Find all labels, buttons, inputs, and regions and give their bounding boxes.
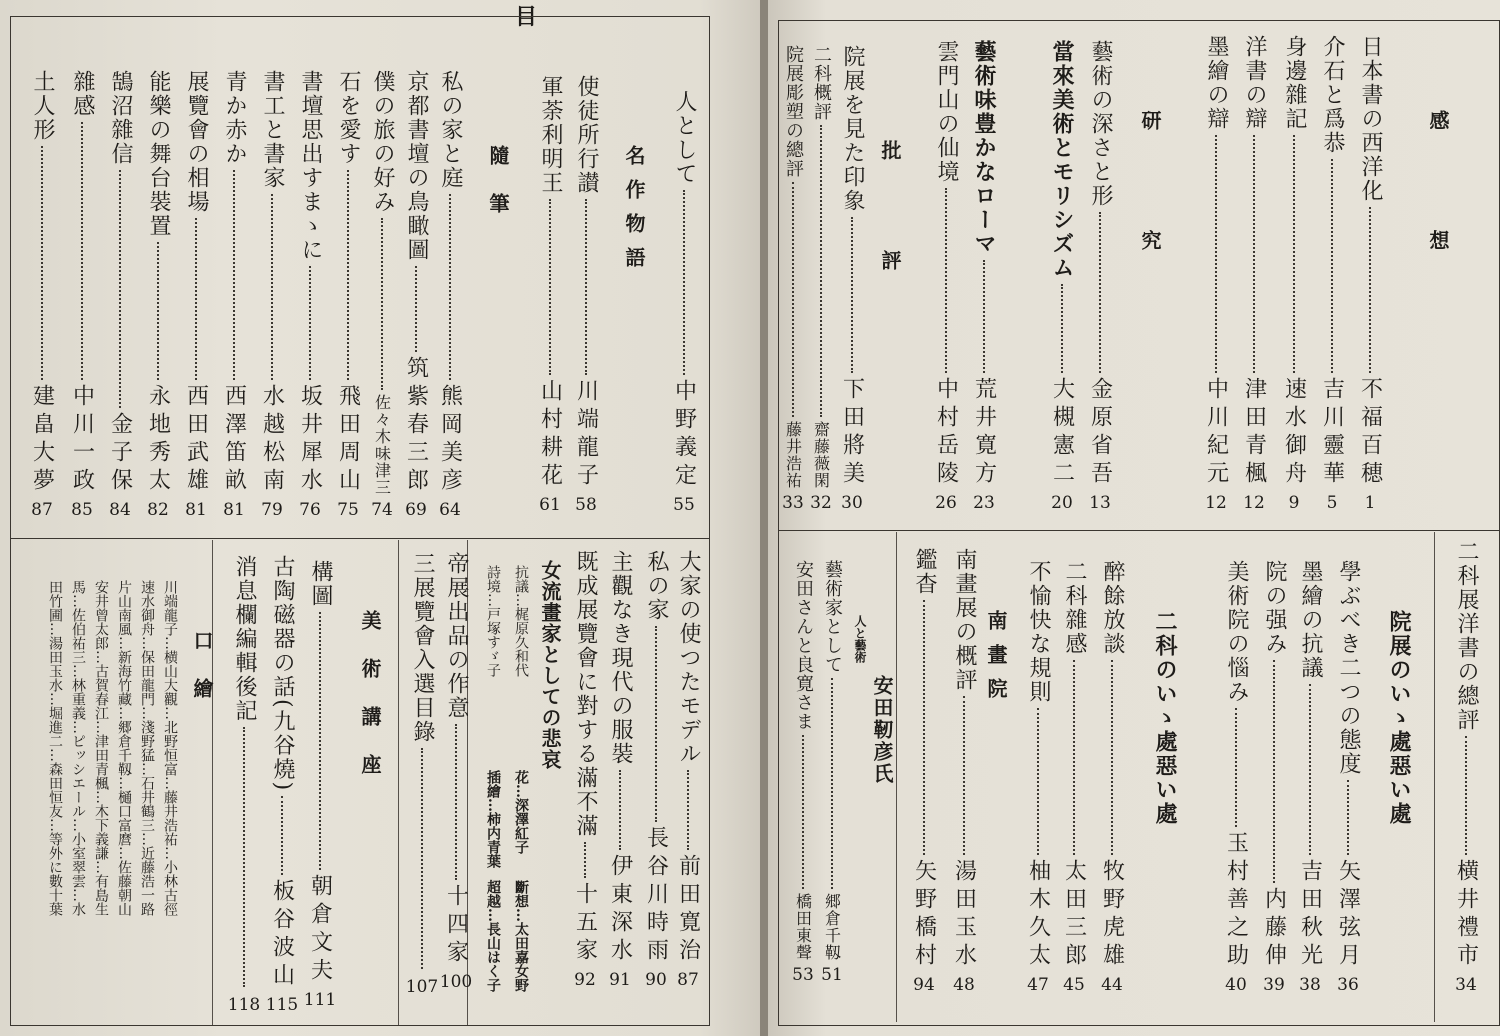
toc-entry[interactable]: 介石と爲恭 吉川靈華 5: [1319, 35, 1345, 513]
joryu-item: 抗議…梶原久和代: [513, 565, 529, 677]
toc-entry[interactable]: 私の家と庭 熊岡美彦 64: [437, 70, 463, 520]
toc-entry[interactable]: 藝術の深さと形 金原省吾 13: [1087, 40, 1113, 513]
section-heading-hihyo: 批評: [878, 140, 902, 360]
toc-entry[interactable]: 當來美術とモリシズム 大槻憲二 20: [1049, 40, 1075, 513]
section-heading-nika: 二科のいゝ處惡い處: [1152, 610, 1178, 826]
section-heading-kanso: 感想: [1426, 110, 1450, 350]
toc-entry[interactable]: 墨繪の抗議 吉田秋光 38: [1297, 560, 1323, 995]
kuchie-line: 田竹圃…湯田玉水…堀進二…森田恒友…等外に數十葉: [47, 580, 63, 916]
toc-entry[interactable]: 既成展覽會に對する滿不滿 十五家 92: [572, 550, 598, 990]
section-heading-meisaku: 名作物語: [622, 145, 646, 281]
right-divider: [778, 530, 1500, 531]
toc-entry[interactable]: 構圖 朝倉文夫 111: [303, 560, 337, 1010]
toc-entry[interactable]: 雜感 中川一政 85: [69, 70, 95, 520]
toc-entry[interactable]: 人として 中野義定 55: [671, 90, 697, 515]
kuchie-line: 速水御舟…保田龍門…淺野猛…石井鶴三…近藤浩一路: [139, 580, 155, 916]
toc-entry[interactable]: 藝術家として 郷倉千靱 51: [821, 560, 843, 985]
left-divider: [10, 538, 710, 539]
kuchie-line: 片山南風…新海竹藏…郷倉千靱…樋口富麿…佐藤朝山: [116, 580, 132, 916]
toc-entry[interactable]: 消息欄編輯後記 118: [227, 555, 261, 1015]
toc-entry[interactable]: 鑑杳 矢野橋村 94: [911, 548, 937, 995]
toc-entry[interactable]: 使徒所行讃 川端龍子 58: [573, 75, 599, 515]
toc-entry[interactable]: 二科雜感 太田三郎 45: [1061, 560, 1087, 995]
toc-entry[interactable]: 美術院の惱み 玉村善之助 40: [1223, 560, 1249, 995]
toc-entry[interactable]: 日本書の西洋化 不福百穂 1: [1357, 35, 1383, 513]
toc-entry[interactable]: 身邊雜記 速水御舟 9: [1281, 35, 1307, 513]
toc-entry[interactable]: 藝術味豊かなローマ 荒井寛方 23: [971, 40, 997, 513]
toc-entry[interactable]: 大家の使つたモデル 前田寛治 87: [675, 550, 701, 990]
kuchie-line: 安井曾太郎…古賀春江…津田青楓…木下義謙…有島生: [93, 580, 109, 916]
toc-entry[interactable]: 洋書の辯 津田青楓 12: [1241, 35, 1267, 513]
toc-entry[interactable]: 書壇思出すまゝに 坂井犀水 76: [297, 70, 323, 520]
toc-entry[interactable]: 二科概評 齋藤薇閑 32: [810, 45, 832, 513]
yasuda-tag: 人と藝術: [853, 615, 867, 663]
joryu-item: 花…深澤紅子: [513, 770, 529, 854]
joryu-item: 斷想…太田嘉女野: [513, 880, 529, 992]
toc-entry[interactable]: 二科展洋書の總評 横井禮市 34: [1453, 540, 1479, 995]
section-heading-kenkyu: 研究: [1138, 110, 1162, 350]
toc-entry[interactable]: 古陶磁器の話(九谷燒) 板谷波山 115: [265, 555, 299, 1015]
toc-entry[interactable]: 能樂の舞台裝置 永地秀太 82: [145, 70, 171, 520]
joryu-item: 詩境…戸塚すゞ子: [485, 565, 501, 677]
toc-entry[interactable]: 主觀なき現代の服裝 伊東深水 91: [607, 550, 633, 990]
toc-entry[interactable]: 南畫展の概評 湯田玉水 48: [951, 548, 977, 995]
toc-entry[interactable]: 帝展出品の作意 十四家 100: [439, 552, 473, 992]
right-page: [768, 0, 1500, 1036]
section-heading-joryu: 女流畫家としての悲哀: [538, 560, 562, 770]
book-gutter: [760, 0, 768, 1036]
toc-entry[interactable]: 私の家 長谷川時雨 90: [643, 550, 669, 990]
toc-entry[interactable]: 醉餘放談 牧野虎雄 44: [1099, 560, 1125, 995]
section-heading-kuchie: 口繪: [190, 630, 214, 726]
section-heading-bijutsu-koza: 美術講座: [358, 610, 382, 802]
toc-entry[interactable]: 京都書壇の鳥瞰圖 筑紫春三郎 69: [403, 70, 429, 520]
toc-entry[interactable]: 雲門山の仙境 中村岳陵 26: [933, 40, 959, 513]
toc-caption: 目: [515, 4, 538, 30]
toc-entry[interactable]: 不愉快な規則 柚木久太 47: [1025, 560, 1051, 995]
joryu-item: 插繪…柿内青葉: [485, 770, 501, 868]
toc-entry[interactable]: 青か赤か 西澤笛畝 81: [221, 70, 247, 520]
toc-entry[interactable]: 軍荼利明王 山村耕花 61: [537, 75, 563, 515]
kuchie-line: 馬…佐伯祐三…林重義…ピッシエール…小室翠雲…水: [70, 580, 86, 916]
joryu-item: 超越…長山はく子: [485, 880, 501, 992]
toc-entry[interactable]: 鵠沼雜信 金子保 84: [107, 70, 133, 520]
toc-entry[interactable]: 土人形 建畠大夢 87: [29, 70, 55, 520]
toc-entry[interactable]: 僕の旅の好み 佐々木味津三 74: [370, 70, 395, 520]
toc-entry[interactable]: 院展彫塑の總評 藤井浩祐 33: [782, 45, 804, 513]
toc-entry[interactable]: 院の强み 内藤伸 39: [1261, 560, 1287, 995]
toc-entry[interactable]: 石を愛す 飛田周山 75: [335, 70, 361, 520]
section-heading-inten: 院展のいゝ處惡い處: [1386, 610, 1412, 826]
toc-entry[interactable]: 墨繪の辯 中川紀元 12: [1203, 35, 1229, 513]
toc-entry[interactable]: 學ぶべき二つの態度 矢澤弦月 36: [1335, 560, 1361, 995]
toc-entry[interactable]: 三展覽會入選目錄 107: [405, 552, 439, 997]
toc-entry[interactable]: 院展を見た印象 下田將美 30: [839, 45, 865, 513]
toc-entry[interactable]: 書工と書家 水越松南 79: [259, 70, 285, 520]
toc-entry[interactable]: 展覽會の相場 西田武雄 81: [183, 70, 209, 520]
toc-entry[interactable]: 安田さんと良寛さま 橋田東聲 53: [792, 560, 814, 985]
section-heading-yasuda: 安田靭彦氏: [870, 675, 894, 785]
section-heading-nangain: 南畫院: [984, 610, 1008, 712]
kuchie-line: 川端龍子…横山大觀…北野恒富…藤井浩祐…小林古徑: [162, 580, 178, 916]
section-heading-zuihitsu: 隨筆: [486, 145, 510, 241]
